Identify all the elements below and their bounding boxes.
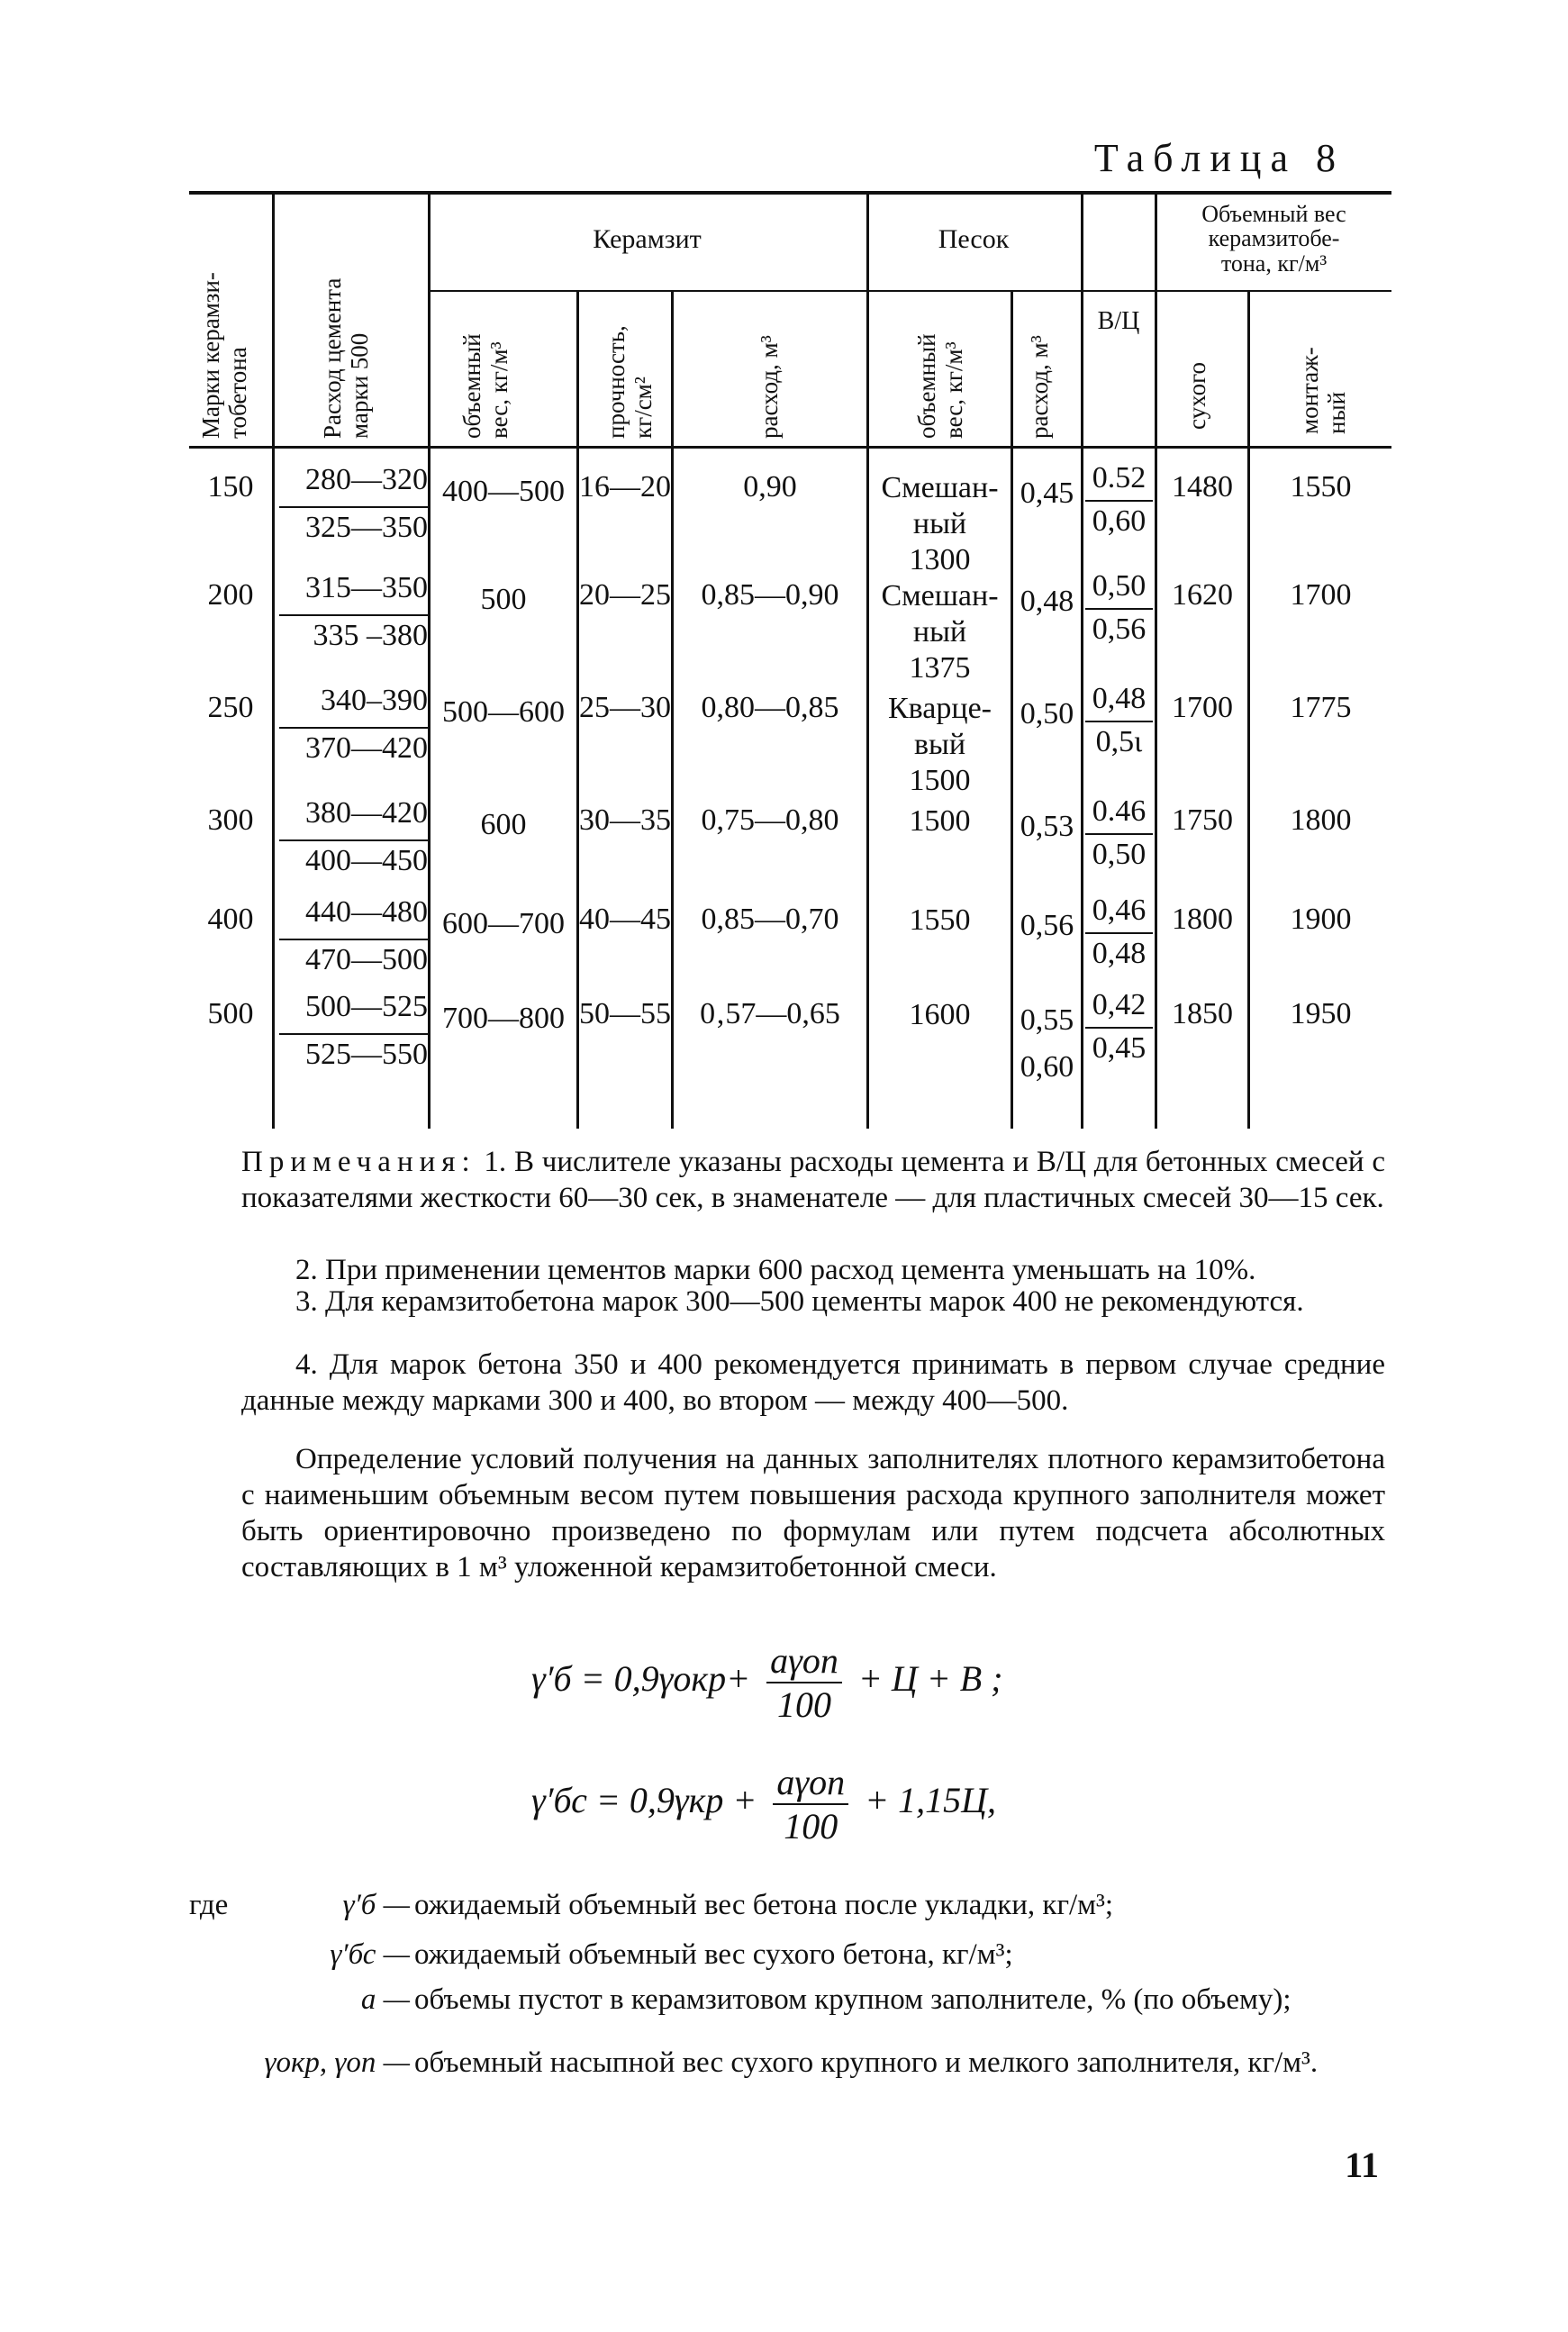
dry-weight-cell: 1620 <box>1172 578 1233 612</box>
installation-weight-cell: 1900 <box>1290 903 1352 936</box>
cement-numerator: 500—525 <box>305 990 428 1023</box>
cement-fraction-bar <box>279 727 428 729</box>
header-keramzit: Керамзит <box>593 224 702 254</box>
sand-consumption-cell: 0,53 <box>1020 810 1074 843</box>
notes-label: Примечания: <box>241 1146 476 1178</box>
keramzit-strength-cell: 30—35 <box>579 803 671 837</box>
sand-density-cell: Кварце- вый 1500 <box>888 692 992 797</box>
sand-density-cell: Смешан- ный 1300 <box>881 471 999 576</box>
sand-density-cell: 1500 <box>909 804 971 838</box>
grade-cell: 500 <box>207 997 254 1030</box>
cement-numerator: 380—420 <box>305 796 428 830</box>
dry-weight-cell: 1480 <box>1172 470 1233 504</box>
wc-fraction-bar <box>1085 1027 1153 1029</box>
keramzit-consumption-cell: 0,85—0,70 <box>701 903 839 936</box>
header-bottom-rule <box>189 446 1391 449</box>
sand-consumption-cell: 0,50 <box>1020 697 1074 730</box>
notes-block <box>241 1144 1385 1216</box>
wc-numerator: 0.52 <box>1092 461 1147 495</box>
keramzit-strength-cell: 40—45 <box>579 903 671 936</box>
cement-numerator: 340–390 <box>321 684 428 717</box>
keramzit-consumption-cell: 0,85—0,90 <box>701 578 839 612</box>
header-keramzit-consumption: расход, м³ <box>756 335 783 439</box>
header-wc: В/Ц <box>1097 307 1140 335</box>
cement-denominator: 525—550 <box>305 1038 428 1071</box>
sand-density-cell: Смешан- ный 1375 <box>881 579 999 685</box>
header-keramzit-strength: прочность, кг/см² <box>603 325 657 439</box>
dry-weight-cell: 1800 <box>1172 903 1233 936</box>
definition-symbol: a — <box>360 1983 410 2016</box>
installation-weight-cell: 1550 <box>1290 470 1352 504</box>
header-sand-consumption: расход, м³ <box>1026 335 1053 439</box>
wc-denominator: 0,45 <box>1092 1031 1147 1065</box>
wc-denominator: 0,56 <box>1092 612 1147 646</box>
where-label: где <box>189 1889 229 1921</box>
installation-weight-cell: 1950 <box>1290 997 1352 1030</box>
definition-symbol: γ′бс — <box>330 1938 410 1971</box>
cement-fraction-bar <box>279 839 428 841</box>
body-paragraph: Определение условий получения на данных заполнителях плотного керамзитобетона с наименьшим объемным весом путем повышения расхода крупного заполнителя может быть ориентировочно произведено по формулам или путем подсчета абсолютных составляющих в 1 м³ уложенной керамзитобетонной смеси. <box>241 1443 1385 1583</box>
wc-numerator: 0,46 <box>1092 894 1147 927</box>
wc-fraction-bar <box>1085 721 1153 722</box>
keramzit-density-cell: 500 <box>480 583 527 616</box>
keramzit-density-cell: 500—600 <box>442 695 565 729</box>
header-volume-weight: Объемный вес керамзитобе- тона, кг/м³ <box>1201 201 1346 277</box>
header-grade: Марки керамзи- тобетона <box>197 272 251 439</box>
cement-numerator: 280—320 <box>305 463 428 496</box>
page-number: 11 <box>1345 2145 1379 2185</box>
wc-denominator: 0,50 <box>1092 838 1147 871</box>
installation-weight-cell: 1775 <box>1290 691 1352 724</box>
note-1: 1. В числителе указаны расходы цемента и В/Ц для бетонных смесей с показателями жесткости 60—30 сек, в знаменателе — для пластичных смесей 30—15 сек. <box>241 1146 1386 1214</box>
wc-fraction-bar <box>1085 500 1153 502</box>
installation-weight-cell: 1700 <box>1290 578 1352 612</box>
cement-denominator: 325—350 <box>305 511 428 544</box>
wc-fraction-bar <box>1085 932 1153 934</box>
grade-cell: 150 <box>207 470 254 504</box>
wc-fraction-bar <box>1085 608 1153 610</box>
note-3: 3. Для керамзитобетона марок 300—500 цементы марок 400 не рекомендуются. <box>295 1285 1304 1318</box>
cement-denominator: 400—450 <box>305 844 428 877</box>
definition-symbol: γ′б — <box>342 1889 410 1921</box>
wc-denominator: 0,48 <box>1092 937 1147 970</box>
keramzit-strength-cell: 20—25 <box>579 578 671 612</box>
cement-fraction-bar <box>279 1033 428 1035</box>
header-cement: Расход цемента марки 500 <box>319 277 373 439</box>
keramzit-density-cell: 600 <box>480 808 527 841</box>
table-title: Таблица 8 <box>1093 136 1345 180</box>
definition-text: ожидаемый объемный вес сухого бетона, кг/м³; <box>414 1938 1013 1971</box>
installation-weight-cell: 1800 <box>1290 803 1352 837</box>
keramzit-density-cell: 700—800 <box>442 1002 565 1035</box>
sand-consumption-cell: 0,45 <box>1020 476 1074 510</box>
cement-denominator: 470—500 <box>305 943 428 976</box>
keramzit-density-cell: 400—500 <box>442 475 565 508</box>
sand-consumption-cell: 0,48 <box>1020 585 1074 618</box>
sand-density-cell: 1550 <box>909 903 971 937</box>
header-keramzit-density: объемный вес, кг/м³ <box>458 333 512 439</box>
dry-weight-cell: 1750 <box>1172 803 1233 837</box>
keramzit-strength-cell: 25—30 <box>579 691 671 724</box>
formula-1: γ′б = 0,9γокр+ aγоп 100 + Ц + В ; <box>531 1640 1003 1725</box>
header-sand: Песок <box>938 224 1010 254</box>
grade-cell: 400 <box>207 903 254 936</box>
sand-density-cell: 1600 <box>909 998 971 1031</box>
wc-denominator: 0,5ι <box>1095 725 1143 758</box>
grade-cell: 250 <box>207 691 254 724</box>
keramzit-strength-cell: 50—55 <box>579 997 671 1030</box>
wc-numerator: 0.46 <box>1092 794 1147 828</box>
table-top-rule <box>189 191 1391 195</box>
keramzit-consumption-cell: 0,80—0,85 <box>701 691 839 724</box>
wc-numerator: 0,42 <box>1092 988 1147 1021</box>
sand-consumption-cell: 0,55 0,60 <box>1020 1003 1074 1084</box>
cement-denominator: 370—420 <box>305 731 428 765</box>
note-4: 4. Для марок бетона 350 и 400 рекомендуется принимать в первом случае средние данные между марками 300 и 400, во втором — между 400—500. <box>241 1348 1385 1417</box>
cement-numerator: 315—350 <box>305 571 428 604</box>
definition-text: ожидаемый объемный вес бетона после укладки, кг/м³; <box>414 1889 1114 1921</box>
data-table <box>189 191 1391 1128</box>
definition-text: объемы пустот в керамзитовом крупном заполнителе, % (по объему); <box>414 1983 1292 2016</box>
dry-weight-cell: 1850 <box>1172 997 1233 1030</box>
definition-text: объемный насыпной вес сухого крупного и мелкого заполнителя, кг/м³. <box>414 2046 1319 2079</box>
cement-fraction-bar <box>279 939 428 940</box>
keramzit-consumption-cell: 0,90 <box>743 470 797 504</box>
header-sand-density: объемный вес, кг/м³ <box>913 333 967 439</box>
keramzit-strength-cell: 16—20 <box>579 470 671 504</box>
wc-denominator: 0,60 <box>1092 504 1147 538</box>
cement-fraction-bar <box>279 506 428 508</box>
cement-fraction-bar <box>279 614 428 616</box>
keramzit-density-cell: 600—700 <box>442 907 565 940</box>
header-dry: сухого <box>1183 361 1210 430</box>
cement-denominator: 335 –380 <box>313 619 428 652</box>
note-2: 2. При применении цементов марки 600 расход цемента уменьшать на 10%. <box>295 1254 1256 1286</box>
grade-cell: 300 <box>207 803 254 837</box>
definition-symbol: γокр, γоп — <box>264 2046 410 2079</box>
wc-fraction-bar <box>1085 833 1153 835</box>
cement-numerator: 440—480 <box>305 895 428 929</box>
keramzit-consumption-cell: 0,75—0,80 <box>701 803 839 837</box>
header-installation: монтаж- ный <box>1296 347 1350 434</box>
wc-numerator: 0,48 <box>1092 682 1147 715</box>
wc-numerator: 0,50 <box>1092 569 1147 603</box>
grade-cell: 200 <box>207 578 254 612</box>
formula-2: γ′бс = 0,9γкр + aγоп 100 + 1,15Ц, <box>531 1762 996 1847</box>
dry-weight-cell: 1700 <box>1172 691 1233 724</box>
sand-consumption-cell: 0,56 <box>1020 909 1074 942</box>
keramzit-consumption-cell: 0‚57—0,65 <box>700 997 840 1030</box>
